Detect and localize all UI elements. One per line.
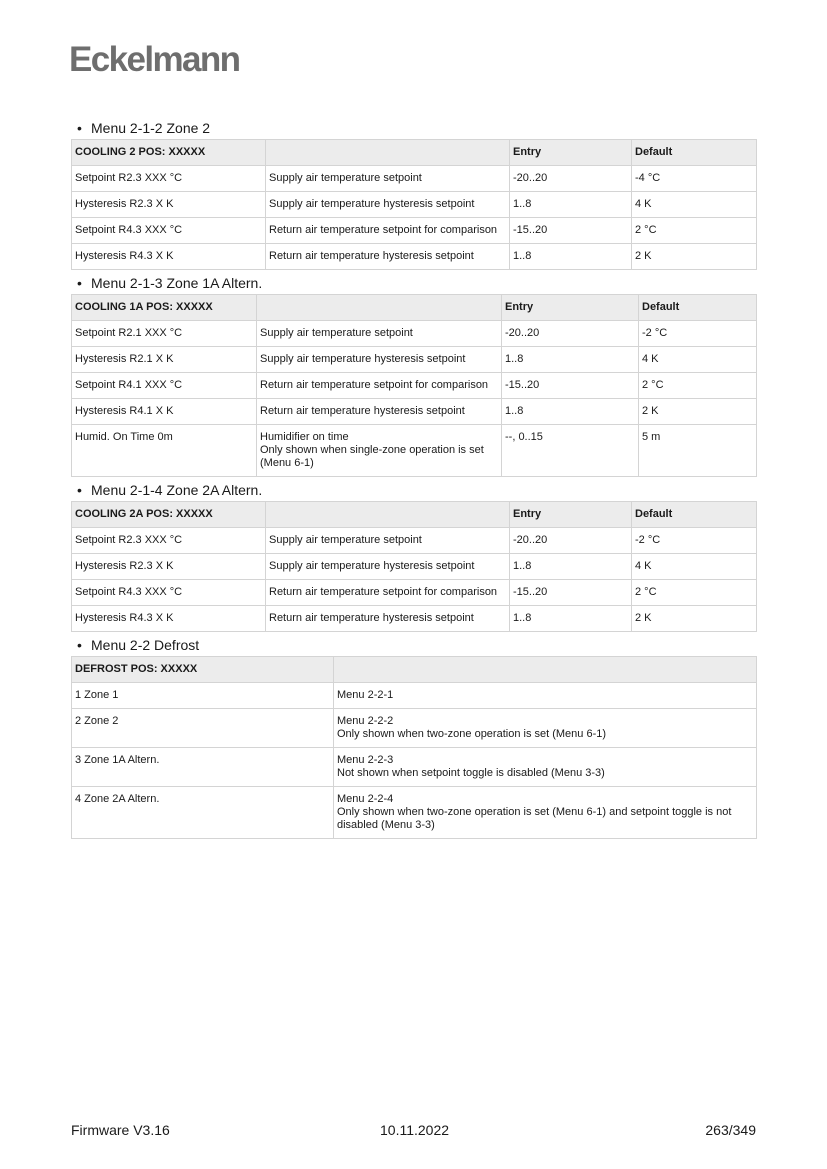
table-cell: Humidifier on time Only shown when single-zone operation is set (Menu 6-1) [257,425,502,477]
table-cell: Return air temperature hysteresis setpoint [257,399,502,425]
table-cell: 2 °C [639,373,757,399]
table-cell: Menu 2-2-4 Only shown when two-zone operation is set (Menu 6-1) and setpoint toggle is not disabled (Menu 3-3) [334,787,757,839]
table-cell: Return air temperature setpoint for comparison [266,218,510,244]
table-cell: 4 K [632,554,757,580]
defrost-table [71,656,757,839]
footer-page-number: 263/349 [705,1122,756,1138]
table-row [72,528,757,554]
header-cell [334,657,757,683]
section-heading [71,482,756,498]
table-cell: 1 Zone 1 [72,683,334,709]
table-cell: 2 Zone 2 [72,709,334,748]
section-heading-text: Menu 2-1-2 Zone 2 [91,120,211,136]
table-cell: Supply air temperature hysteresis setpoint [257,347,502,373]
table-cell: Return air temperature hysteresis setpoint [266,606,510,632]
bullet-icon: • [77,482,82,498]
table-cell: Menu 2-2-2 Only shown when two-zone operation is set (Menu 6-1) [334,709,757,748]
table-cell: Setpoint R2.3 XXX °C [72,528,266,554]
header-cell: Entry [510,502,632,528]
table-row [72,709,757,748]
section-zone-2a-altern [71,482,756,632]
header-cell [266,140,510,166]
table-cell: Hysteresis R2.3 X K [72,192,266,218]
table-row [72,192,757,218]
table-cell: Menu 2-2-1 [334,683,757,709]
table-row [72,425,757,477]
parameter-table [71,139,757,270]
table-cell: -20..20 [502,321,639,347]
table-cell: Menu 2-2-3 Not shown when setpoint toggle is disabled (Menu 3-3) [334,748,757,787]
table-cell: Hysteresis R4.3 X K [72,244,266,270]
header-cell: Entry [502,295,639,321]
parameter-table [71,294,757,477]
table-cell: 4 K [632,192,757,218]
table-cell: Return air temperature hysteresis setpoint [266,244,510,270]
header-cell: DEFROST POS: XXXXX [72,657,334,683]
table-cell: Setpoint R2.1 XXX °C [72,321,257,347]
section-heading-text: Menu 2-1-3 Zone 1A Altern. [91,275,263,291]
bullet-icon: • [77,275,82,291]
table-cell: 4 K [639,347,757,373]
table-cell: -15..20 [510,580,632,606]
table-cell: -15..20 [510,218,632,244]
table-cell: Setpoint R4.3 XXX °C [72,218,266,244]
table-header-row [72,657,757,683]
table-cell: Setpoint R4.3 XXX °C [72,580,266,606]
table-header-row [72,502,757,528]
table-row [72,580,757,606]
table-cell: 2 °C [632,580,757,606]
table-cell: 2 K [639,399,757,425]
section-heading-text: Menu 2-1-4 Zone 2A Altern. [91,482,263,498]
section-heading-text: Menu 2-2 Defrost [91,637,200,653]
company-logo: Eckelmann [69,40,240,79]
table-cell: 2 K [632,244,757,270]
table-cell: 3 Zone 1A Altern. [72,748,334,787]
section-heading [71,275,756,291]
table-cell: Hysteresis R2.3 X K [72,554,266,580]
table-row [72,166,757,192]
table-row [72,347,757,373]
header-cell [266,502,510,528]
table-cell: 1..8 [510,554,632,580]
table-row [72,787,757,839]
table-cell: 1..8 [510,606,632,632]
table-cell: Supply air temperature setpoint [266,528,510,554]
table-cell: -2 °C [632,528,757,554]
table-cell: -15..20 [502,373,639,399]
table-row [72,399,757,425]
table-cell: 5 m [639,425,757,477]
table-cell: -4 °C [632,166,757,192]
table-cell: Humid. On Time 0m [72,425,257,477]
table-row [72,748,757,787]
parameter-table [71,501,757,632]
table-row [72,244,757,270]
table-cell: Supply air temperature hysteresis setpoint [266,554,510,580]
section-heading [71,120,756,136]
table-cell: --, 0..15 [502,425,639,477]
table-cell: 1..8 [502,347,639,373]
table-cell: Return air temperature setpoint for comparison [266,580,510,606]
table-cell: -20..20 [510,166,632,192]
table-cell: 1..8 [510,192,632,218]
table-cell: 1..8 [510,244,632,270]
table-cell: Supply air temperature hysteresis setpoint [266,192,510,218]
table-row [72,321,757,347]
table-header-row [72,295,757,321]
table-row [72,373,757,399]
bullet-icon: • [77,637,82,653]
table-row [72,683,757,709]
section-zone-2 [71,120,756,270]
header-cell: Default [639,295,757,321]
header-cell: COOLING 2A POS: XXXXX [72,502,266,528]
table-cell: 2 K [632,606,757,632]
table-cell: 2 °C [632,218,757,244]
table-cell: -20..20 [510,528,632,554]
table-row [72,554,757,580]
table-cell: Hysteresis R4.1 X K [72,399,257,425]
table-cell: Hysteresis R4.3 X K [72,606,266,632]
section-zone-1a-altern [71,275,756,477]
header-cell: COOLING 2 POS: XXXXX [72,140,266,166]
table-cell: Setpoint R2.3 XXX °C [72,166,266,192]
table-cell: Supply air temperature setpoint [266,166,510,192]
table-row [72,606,757,632]
header-cell: Entry [510,140,632,166]
section-defrost [71,637,756,839]
table-cell: Return air temperature setpoint for comparison [257,373,502,399]
table-header-row [72,140,757,166]
header-cell: Default [632,140,757,166]
table-row [72,218,757,244]
section-heading [71,637,756,653]
footer-firmware: Firmware V3.16 [71,1122,170,1138]
bullet-icon: • [77,120,82,136]
table-cell: 1..8 [502,399,639,425]
table-cell: 4 Zone 2A Altern. [72,787,334,839]
table-cell: Hysteresis R2.1 X K [72,347,257,373]
table-cell: Supply air temperature setpoint [257,321,502,347]
footer-date: 10.11.2022 [380,1122,450,1138]
table-cell: Setpoint R4.1 XXX °C [72,373,257,399]
header-cell: COOLING 1A POS: XXXXX [72,295,257,321]
table-cell: -2 °C [639,321,757,347]
header-cell: Default [632,502,757,528]
header-cell [257,295,502,321]
